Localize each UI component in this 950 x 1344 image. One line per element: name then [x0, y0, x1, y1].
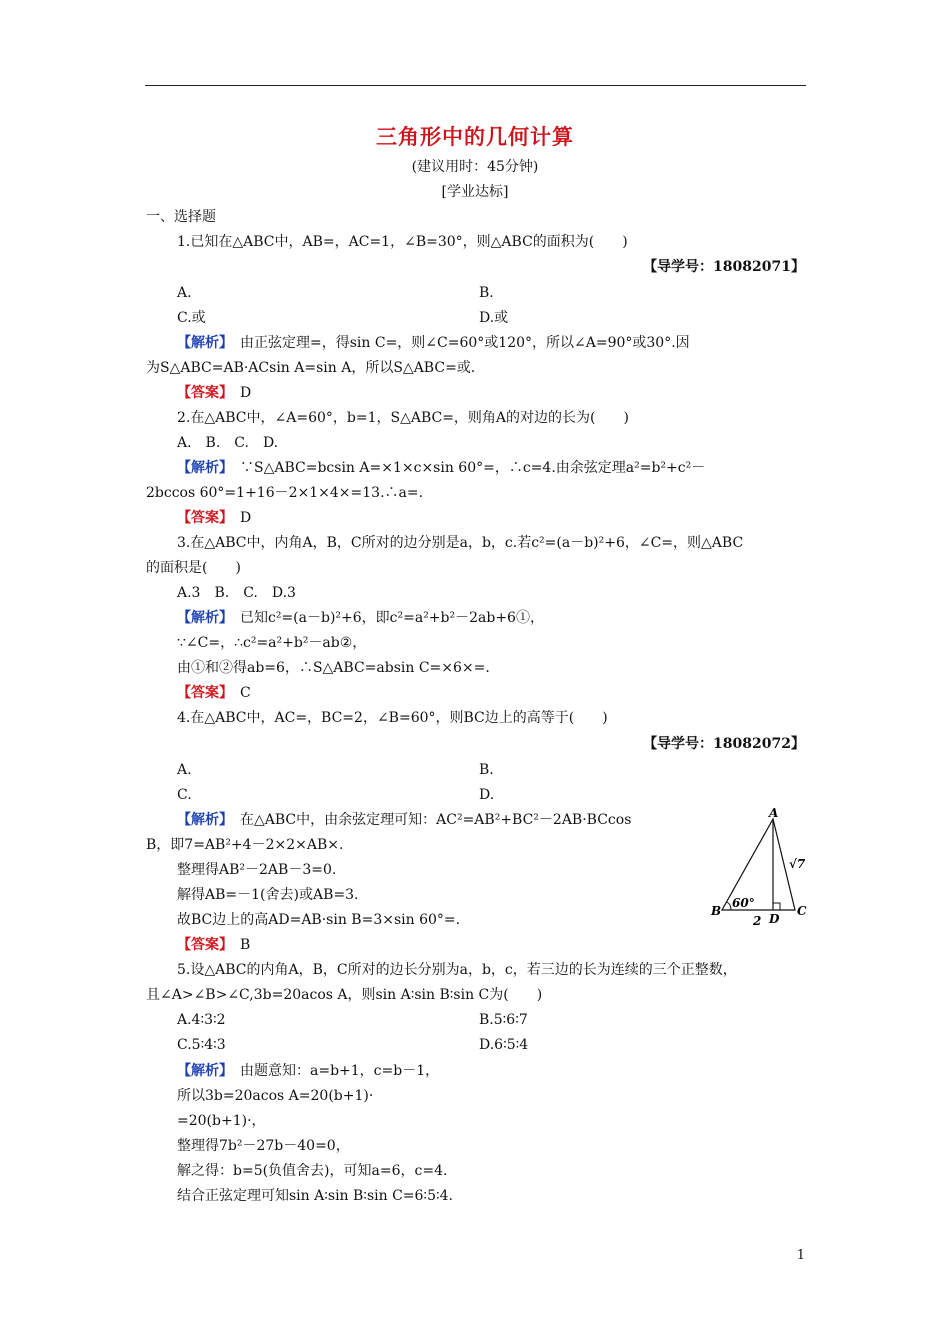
- analysis-tag: 【解析】: [177, 460, 226, 476]
- q5-analysis-line-6: 结合正弦定理可知sin A∶sin B∶sin C=6∶5∶4.: [177, 1188, 453, 1204]
- q2-stem: 2.在△ABC中，∠A=60°，b=1，S△ABC=，则角A的对边的长为( ): [177, 410, 629, 426]
- answer-tag: 【答案】: [177, 385, 226, 401]
- part-heading: 一、选择题: [146, 209, 216, 225]
- label-c: C: [797, 904, 807, 918]
- q1-option-c: C.或: [177, 310, 206, 326]
- q1-guide-number: 【导学号：18082071】: [643, 259, 805, 275]
- q4-analysis-line-5: 故BC边上的高AD=AB·sin B=3×sin 60°=.: [177, 912, 461, 928]
- q1-option-d: D.或: [479, 310, 509, 326]
- q3-analysis-line-3: 由①和②得ab=6，∴S△ABC=absin C=×6×=.: [177, 660, 490, 676]
- q2-analysis-line-1: 【解析】 ∵S△ABC=bcsin A=×1×c×sin 60°=，∴c=4.由余弦定理a²=b²+c²－: [177, 460, 706, 476]
- q2-options: A. B. C. D.: [177, 435, 279, 451]
- analysis-tag: 【解析】: [177, 610, 226, 626]
- q3-options: A.3 B. C. D.3: [177, 585, 296, 601]
- q3-answer: 【答案】 C: [177, 685, 251, 701]
- q1-option-a: A.: [177, 285, 192, 301]
- label-angle: 60°: [732, 896, 755, 910]
- q5-option-a: A.4∶3∶2: [177, 1012, 226, 1028]
- q2-answer: 【答案】 D: [177, 510, 252, 526]
- label-base: 2: [753, 914, 762, 928]
- q5-option-b: B.5∶6∶7: [479, 1012, 528, 1028]
- q4-analysis-line-3: 整理得AB²－2AB－3=0.: [177, 862, 337, 878]
- q4-guide-number: 【导学号：18082072】: [643, 736, 805, 752]
- q1-analysis-line-1: 【解析】 由正弦定理=，得sin C=，则∠C=60°或120°，所以∠A=90°或30°.因: [177, 335, 690, 351]
- analysis-tag: 【解析】: [177, 812, 226, 828]
- q3-stem-line-2: 的面积是( ): [146, 560, 241, 576]
- q4-analysis-line-1: 【解析】 在△ABC中，由余弦定理可知：AC²=AB²+BC²－2AB·BCcos: [177, 812, 632, 828]
- q5-stem-line-1: 5.设△ABC的内角A，B，C所对的边长分别为a，b，c，若三边的长为连续的三个正整数，: [177, 962, 737, 978]
- q1-option-b: B.: [479, 285, 494, 301]
- q4-stem: 4.在△ABC中，AC=，BC=2，∠B=60°，则BC边上的高等于( ): [177, 710, 608, 726]
- q5-analysis-line-3: =20(b+1)·，: [177, 1113, 266, 1129]
- page-title: 三角形中的几何计算: [376, 124, 574, 149]
- q5-analysis-line-4: 整理得7b²－27b－40=0，: [177, 1138, 350, 1154]
- q3-analysis-line-1: 【解析】 已知c²=(a－b)²+6，即c²=a²+b²－2ab+6①，: [177, 610, 544, 626]
- label-a: A: [769, 806, 779, 820]
- q5-analysis-line-1: 【解析】 由题意知：a=b+1，c=b－1，: [177, 1063, 440, 1079]
- answer-tag: 【答案】: [177, 510, 226, 526]
- q3-stem-line-1: 3.在△ABC中，内角A，B，C所对的边分别是a，b，c.若c²=(a－b)²+6，∠C=，则△ABC: [177, 535, 744, 551]
- q5-stem-line-2: 且∠A>∠B>∠C,3b=20acos A，则sin A∶sin B∶sin C为( ): [146, 987, 543, 1003]
- q1-answer: 【答案】 D: [177, 385, 252, 401]
- answer-tag: 【答案】: [177, 937, 226, 953]
- q4-answer: 【答案】 B: [177, 937, 251, 953]
- q2-analysis-line-2: 2bccos 60°=1+16－2×1×4×=13.∴a=.: [146, 485, 424, 501]
- label-b: B: [711, 904, 722, 918]
- angle-arc: [727, 902, 731, 910]
- triangle-figure: [705, 806, 810, 931]
- q4-option-d: D.: [479, 787, 495, 803]
- page-number: 1: [796, 1248, 805, 1263]
- label-side-ac: √7: [789, 857, 806, 871]
- q5-option-c: C.5∶4∶3: [177, 1037, 226, 1053]
- time-note: (建议用时：45分钟): [411, 159, 539, 175]
- q4-option-b: B.: [479, 762, 494, 778]
- header-rule: [145, 85, 806, 86]
- q4-option-a: A.: [177, 762, 192, 778]
- q1-stem: 1.已知在△ABC中，AB=，AC=1，∠B=30°，则△ABC的面积为( ): [177, 234, 628, 250]
- analysis-tag: 【解析】: [177, 335, 226, 351]
- answer-tag: 【答案】: [177, 685, 226, 701]
- q3-analysis-line-2: ∵∠C=，∴c²=a²+b²－ab②，: [177, 635, 367, 651]
- section-tag: [学业达标]: [441, 184, 509, 200]
- q4-analysis-line-2: B，即7=AB²+4－2×2×AB×.: [146, 837, 344, 853]
- q1-analysis-line-2: 为S△ABC=AB·ACsin A=sin A，所以S△ABC=或.: [146, 360, 476, 376]
- q5-analysis-line-5: 解之得：b=5(负值舍去)，可知a=6，c=4.: [177, 1163, 448, 1179]
- label-d: D: [769, 912, 780, 926]
- analysis-tag: 【解析】: [177, 1063, 226, 1079]
- q5-option-d: D.6∶5∶4: [479, 1037, 529, 1053]
- right-angle-mark: [773, 903, 780, 910]
- q4-option-c: C.: [177, 787, 192, 803]
- q5-analysis-line-2: 所以3b=20acos A=20(b+1)·: [177, 1088, 374, 1104]
- q4-analysis-line-4: 解得AB=－1(舍去)或AB=3.: [177, 887, 359, 903]
